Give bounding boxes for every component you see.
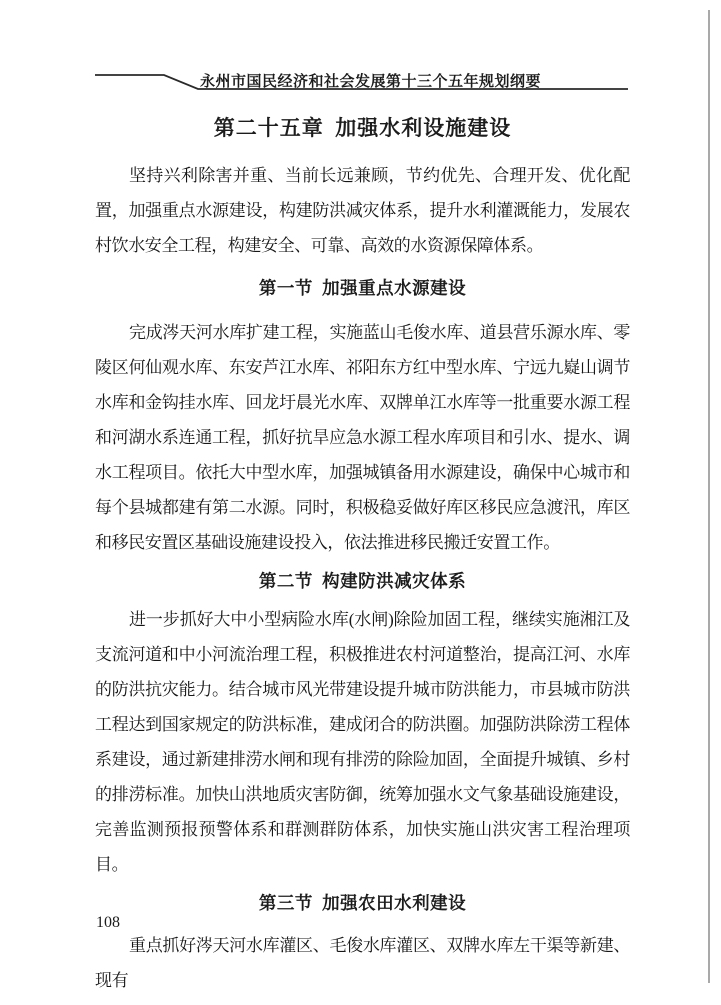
page-number: 108	[96, 914, 120, 931]
chapter-title: 第二十五章 加强水利设施建设	[213, 117, 512, 140]
section-3-paragraph: 重点抓好涔天河水库灌区、毛俊水库灌区、双牌水库左干渠等新建、现有	[95, 936, 630, 990]
running-header: 永州市国民经济和社会发展第十三个五年规划纲要	[200, 73, 542, 90]
page-content	[95, 114, 630, 998]
chapter-intro-paragraph: 坚持兴利除害并重、当前长远兼顾，节约优先、合理开发、优化配置，加强重点水源建设，构建防洪减灾体系，提升水利灌溉能力，发展农村饮水安全工程，构建安全、可靠、高效的水资源保障体系。	[95, 166, 630, 255]
section-2-title: 第二节 构建防洪减灾体系	[258, 571, 467, 591]
section-1-paragraph: 完成涔天河水库扩建工程，实施蓝山毛俊水库、道县营乐源水库、零陵区何仙观水库、东安芦江水库、祁阳东方红中型水库、宁远九嶷山调节水库和金钩挂水库、回龙圩晨光水库、双牌单江水库等一批重要水源工程和河湖水系连通工程，抓好抗旱应急水源工程水库项目和引水、提水、调水工程项目。依托大中型水库，加强城镇备用水源建设，确保中心城市和每个县城都建有第二水源。同时，积极稳妥做好库区移民应急渡汛，库区和移民安置区基础设施建设投入，依法推进移民搬迁安置工作。	[95, 323, 630, 552]
page-edge-line	[708, 10, 710, 983]
section-3-title: 第三节 加强农田水利建设	[258, 893, 467, 913]
section-2-paragraph: 进一步抓好大中小型病险水库(水闸)除险加固工程，继续实施湘江及支流河道和中小河流治理工程，积极推进农村河道整治，提高江河、水库的防洪抗灾能力。结合城市风光带建设提升城市防洪能力，市县城市防洪工程达到国家规定的防洪标准，建成闭合的防洪圈。加强防洪除涝工程体系建设，通过新建排涝水闸和现有排涝的除险加固，全面提升城镇、乡村的排涝标准。加快山洪地质灾害防御，统筹加强水文气象基础设施建设，完善监测预报预警体系和群测群防体系，加快实施山洪灾害工程治理项目。	[95, 610, 630, 874]
section-1-title: 第一节 加强重点水源建设	[258, 278, 467, 298]
